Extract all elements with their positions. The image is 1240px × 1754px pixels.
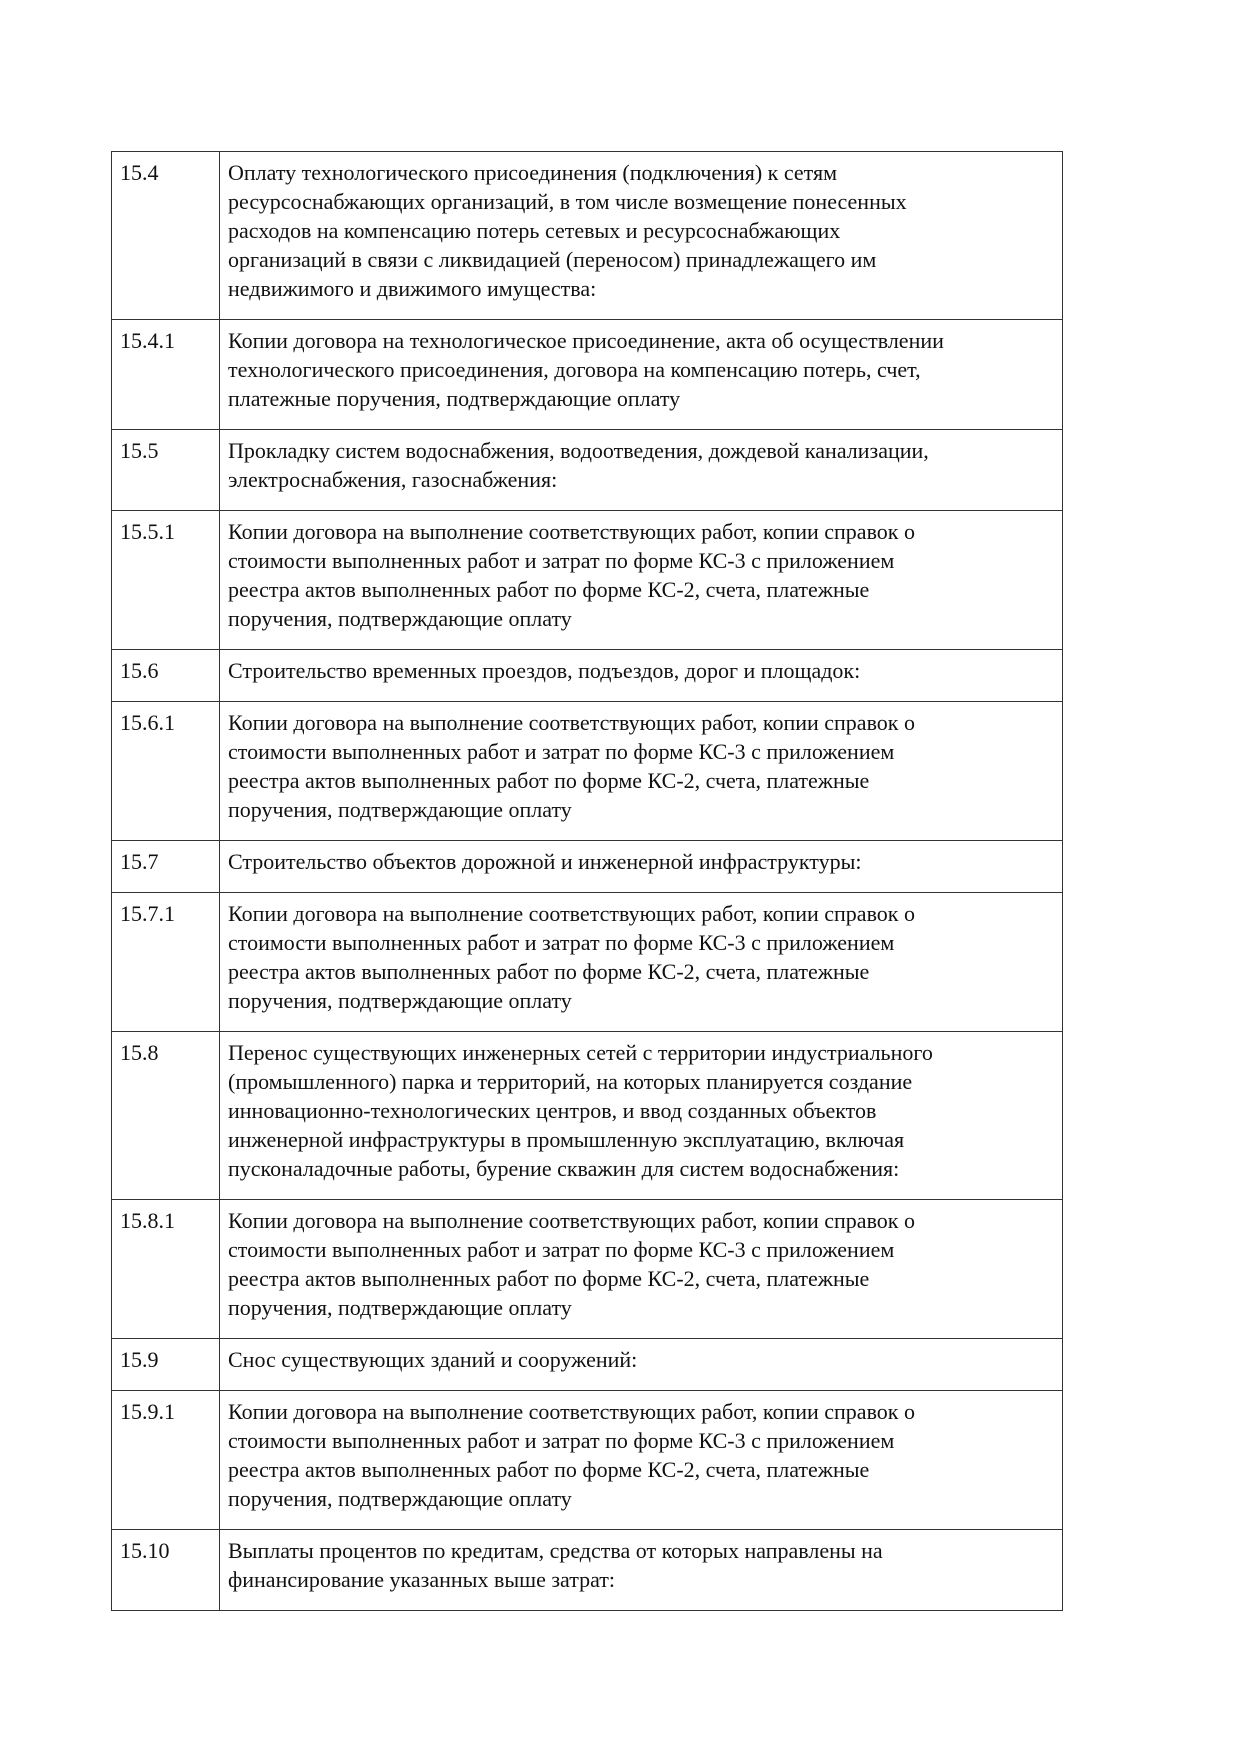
item-number: 15.4.1 (112, 320, 220, 430)
item-description (220, 702, 1063, 841)
item-description (220, 1391, 1063, 1530)
description-line: Копии договора на выполнение соответствующих работ, копии справок о (228, 1208, 915, 1233)
description-line: реестра актов выполненных работ по форме КС-2, счета, платежные (228, 768, 870, 793)
description-line: ресурсоснабжающих организаций, в том числе возмещение понесенных (228, 189, 907, 214)
table-row (112, 152, 1063, 320)
description-line: платежные поручения, подтверждающие оплату (228, 386, 681, 411)
description-line: Копии договора на выполнение соответствующих работ, копии справок о (228, 901, 915, 926)
description-line: стоимости выполненных работ и затрат по форме КС-3 с приложением (228, 548, 895, 573)
description-line: Выплаты процентов по кредитам, средства от которых направлены на (228, 1538, 883, 1563)
description-line: Строительство временных проездов, подъездов, дорог и площадок: (228, 658, 861, 683)
item-description (220, 1530, 1063, 1611)
description-line: Копии договора на технологическое присоединение, акта об осуществлении (228, 328, 944, 353)
description-line: Снос существующих зданий и сооружений: (228, 1347, 638, 1372)
description-line: стоимости выполненных работ и затрат по форме КС-3 с приложением (228, 930, 895, 955)
document-table (111, 151, 1063, 1611)
description-line: Строительство объектов дорожной и инженерной инфраструктуры: (228, 849, 862, 874)
item-description (220, 650, 1063, 702)
description-line: расходов на компенсацию потерь сетевых и ресурсоснабжающих (228, 218, 841, 243)
item-number: 15.7 (112, 841, 220, 893)
description-line: стоимости выполненных работ и затрат по форме КС-3 с приложением (228, 1428, 895, 1453)
table-row (112, 841, 1063, 893)
description-line: поручения, подтверждающие оплату (228, 988, 572, 1013)
description-line: поручения, подтверждающие оплату (228, 1486, 572, 1511)
description-line: реестра актов выполненных работ по форме КС-2, счета, платежные (228, 577, 870, 602)
item-number: 15.10 (112, 1530, 220, 1611)
description-line: стоимости выполненных работ и затрат по форме КС-3 с приложением (228, 739, 895, 764)
item-description (220, 841, 1063, 893)
table-row (112, 893, 1063, 1032)
item-description (220, 1032, 1063, 1200)
description-line: инженерной инфраструктуры в промышленную эксплуатацию, включая (228, 1127, 905, 1152)
description-line: технологического присоединения, договора на компенсацию потерь, счет, (228, 357, 921, 382)
table-row (112, 320, 1063, 430)
item-number: 15.9 (112, 1339, 220, 1391)
description-line: (промышленного) парка и территорий, на которых планируется создание (228, 1069, 913, 1094)
item-number: 15.5 (112, 430, 220, 511)
description-line: Оплату технологического присоединения (подключения) к сетям (228, 160, 838, 185)
item-number: 15.6 (112, 650, 220, 702)
description-line: Копии договора на выполнение соответствующих работ, копии справок о (228, 519, 915, 544)
item-description (220, 430, 1063, 511)
table-row (112, 511, 1063, 650)
description-line: реестра актов выполненных работ по форме КС-2, счета, платежные (228, 959, 870, 984)
description-line: поручения, подтверждающие оплату (228, 606, 572, 631)
description-line: Прокладку систем водоснабжения, водоотведения, дождевой канализации, (228, 438, 929, 463)
table-row (112, 1032, 1063, 1200)
table-row (112, 430, 1063, 511)
table-row (112, 650, 1063, 702)
description-line: реестра актов выполненных работ по форме КС-2, счета, платежные (228, 1266, 870, 1291)
item-number: 15.4 (112, 152, 220, 320)
table-row (112, 1530, 1063, 1611)
item-number: 15.6.1 (112, 702, 220, 841)
table-row (112, 1391, 1063, 1530)
table-row (112, 1339, 1063, 1391)
description-line: пусконаладочные работы, бурение скважин для систем водоснабжения: (228, 1156, 900, 1181)
description-line: финансирование указанных выше затрат: (228, 1567, 616, 1592)
item-number: 15.5.1 (112, 511, 220, 650)
item-description (220, 511, 1063, 650)
item-number: 15.9.1 (112, 1391, 220, 1530)
item-description (220, 1339, 1063, 1391)
description-line: недвижимого и движимого имущества: (228, 276, 597, 301)
table-row (112, 702, 1063, 841)
description-line: электроснабжения, газоснабжения: (228, 467, 558, 492)
item-description (220, 893, 1063, 1032)
description-line: стоимости выполненных работ и затрат по форме КС-3 с приложением (228, 1237, 895, 1262)
item-description (220, 152, 1063, 320)
description-line: поручения, подтверждающие оплату (228, 797, 572, 822)
description-line: поручения, подтверждающие оплату (228, 1295, 572, 1320)
item-number: 15.8.1 (112, 1200, 220, 1339)
description-line: организаций в связи с ликвидацией (переносом) принадлежащего им (228, 247, 877, 272)
item-description (220, 1200, 1063, 1339)
item-number: 15.7.1 (112, 893, 220, 1032)
description-line: Копии договора на выполнение соответствующих работ, копии справок о (228, 1399, 915, 1424)
item-description (220, 320, 1063, 430)
description-line: инновационно-технологических центров, и ввод созданных объектов (228, 1098, 877, 1123)
description-line: реестра актов выполненных работ по форме КС-2, счета, платежные (228, 1457, 870, 1482)
table-row (112, 1200, 1063, 1339)
description-line: Перенос существующих инженерных сетей с территории индустриального (228, 1040, 933, 1065)
item-number: 15.8 (112, 1032, 220, 1200)
description-line: Копии договора на выполнение соответствующих работ, копии справок о (228, 710, 915, 735)
